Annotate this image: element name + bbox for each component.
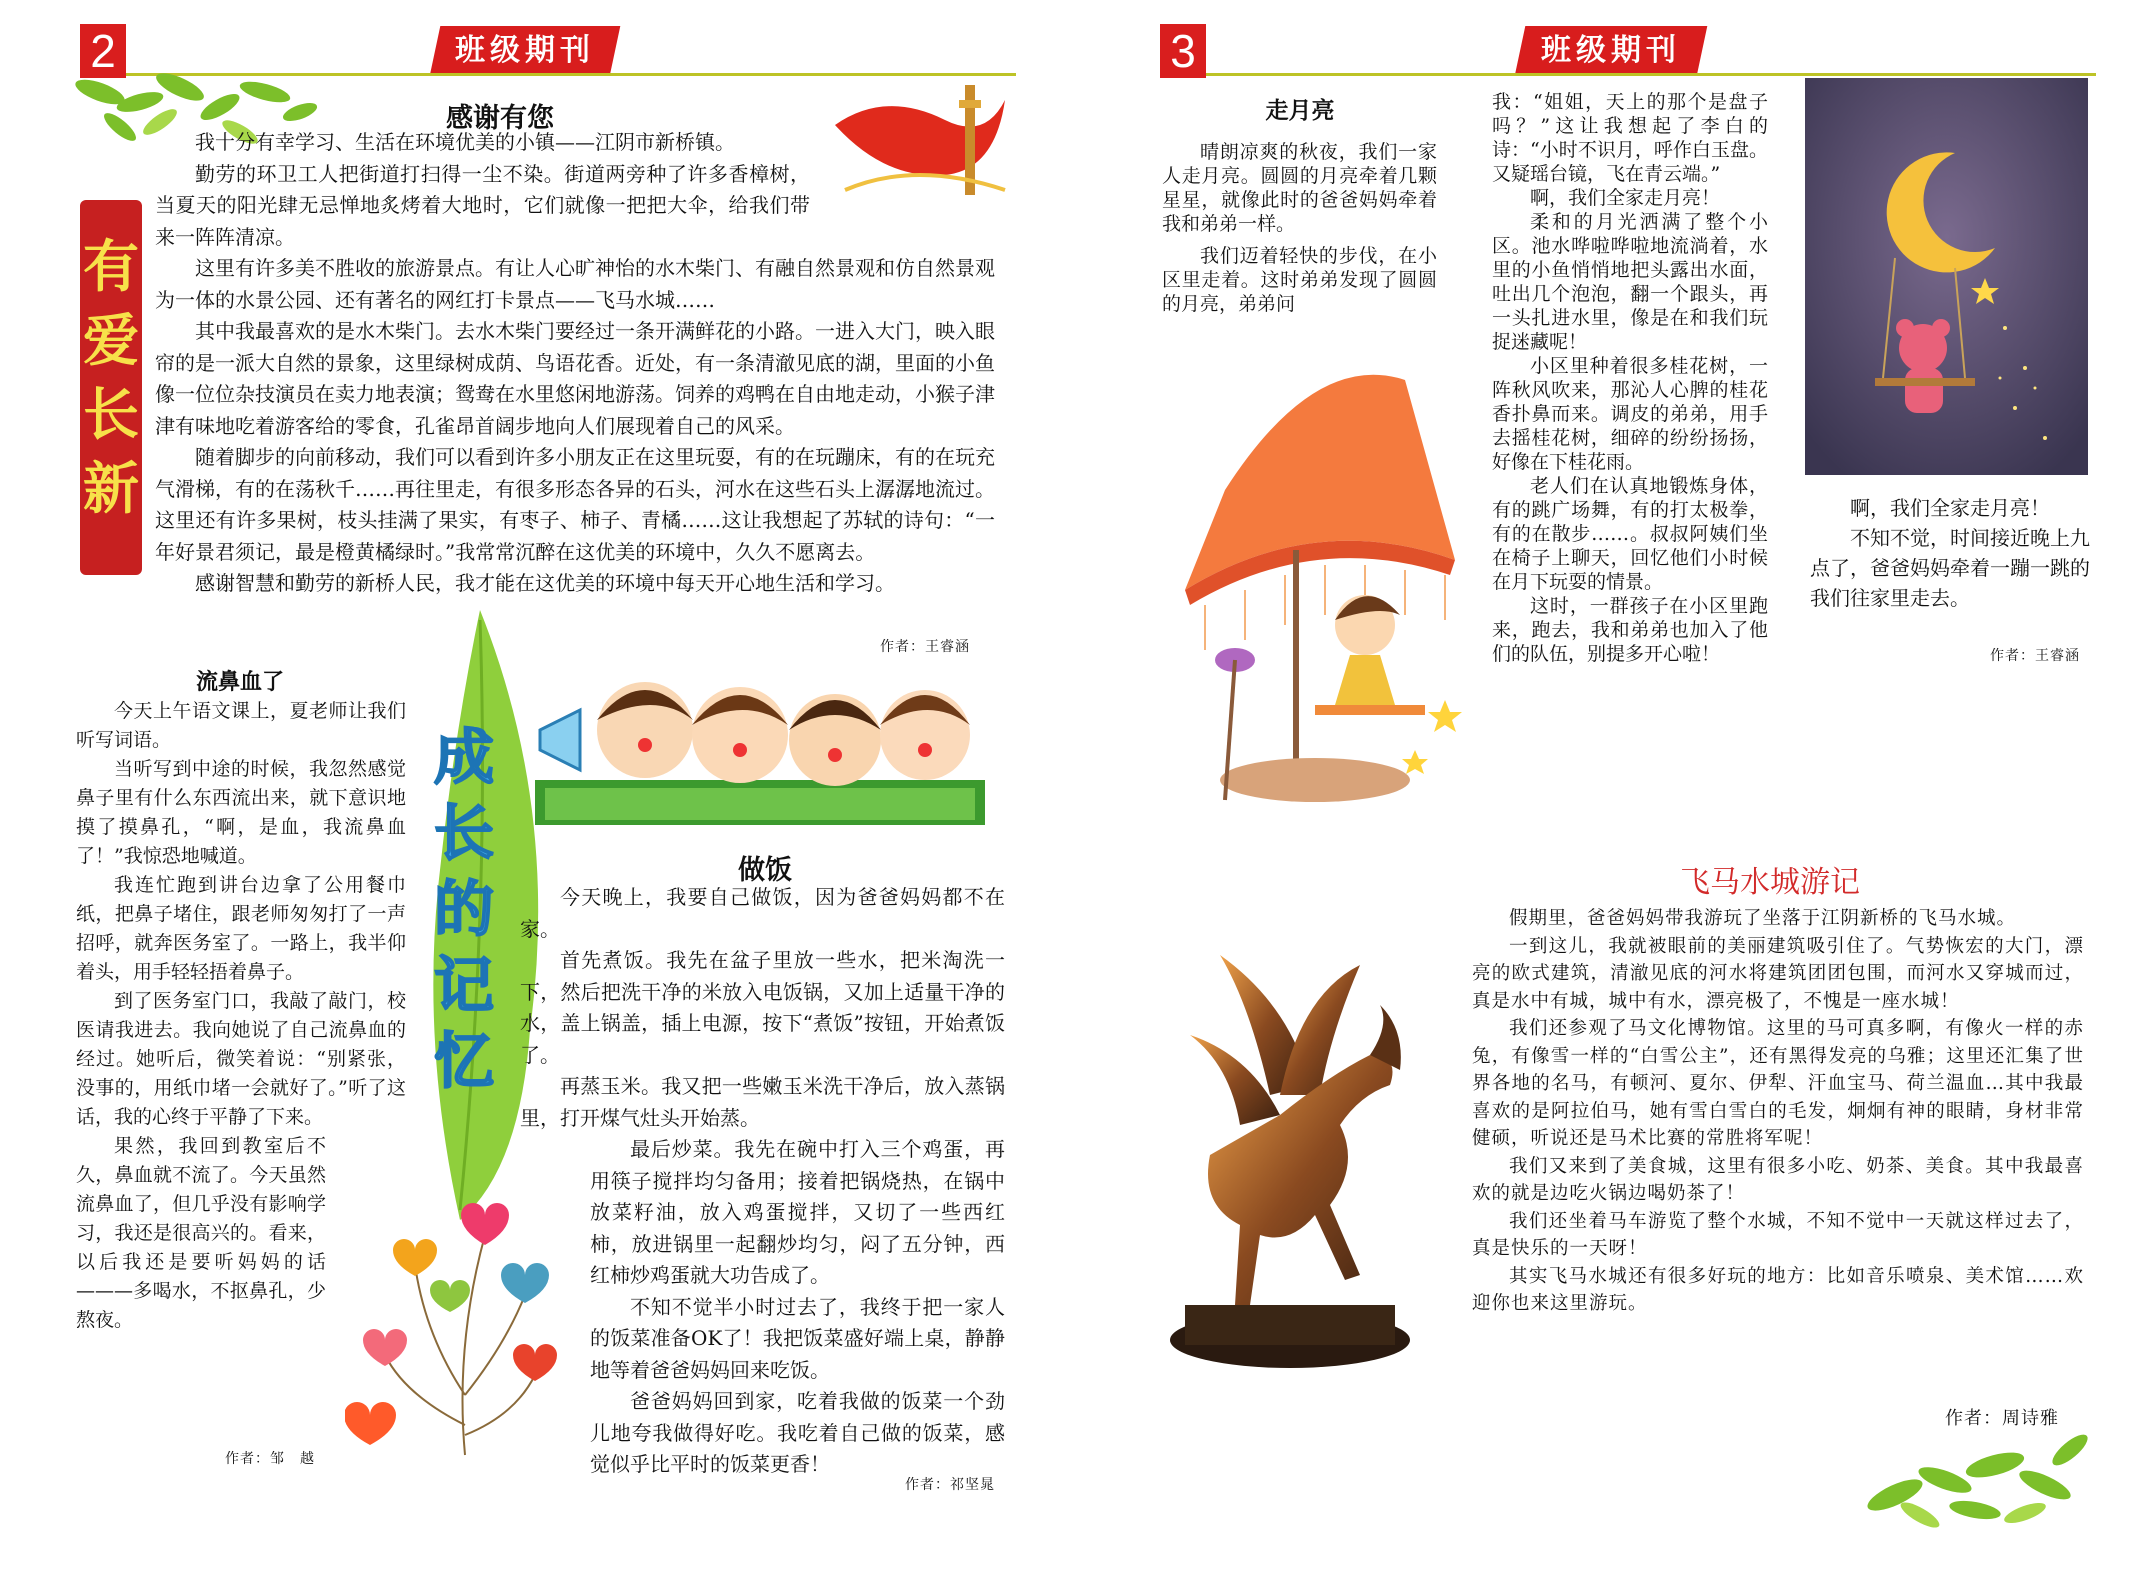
paragraph: 晴朗凉爽的秋夜，我们一家人走月亮。圆圆的月亮牵着几颗星星，就像此时的爸爸妈妈牵着我和弟弟一样。 [1162, 141, 1437, 235]
theme-love-label: 有爱长新 [83, 234, 139, 522]
feima-author: 作者：周诗雅 [1945, 1408, 2059, 1429]
thanks-body [155, 127, 995, 600]
paragraph: 当听写到中途的时候，我忽然感觉鼻子里有什么东西流出来，就下意识地摸了摸鼻孔，“啊，是血，我流鼻血了！”我惊恐地喊道。 [76, 758, 406, 867]
paragraph: 到了医务室门口，我敲了敲门，校医请我进去。我向她说了自己流鼻血的经过。她听后，微笑着说：“别紧张，没事的，用纸巾堵一会就好了。”听了这话，我的心终于平静了下来。 [76, 990, 406, 1128]
feima-title: 飞马水城游记 [1680, 865, 1860, 900]
paragraph: 果然，我回到教室后不久，鼻血就不流了。今天虽然流鼻血了，但几乎没有影响学习，我还是很高兴的。看来，以后我还是要听妈妈的话———多喝水，不抠鼻孔，少熬夜。 [76, 1135, 326, 1331]
paragraph: 我们还坐着马车游览了整个水城，不知不觉中一天就这样过去了，真是快乐的一天呀！ [1472, 1210, 2084, 1259]
paragraph: 我们还参观了马文化博物馆。这里的马可真多啊，有像火一样的赤兔，有像雪一样的“白雪公主”，还有黑得发亮的乌雅；这里还汇集了世界各地的名马，有顿河、夏尔、伊犁、汗血宝马、荷兰温血…其中我最喜欢的是阿拉伯马，她有雪白雪白的毛发，炯炯有神的眼睛，身材非常健硕，听说还是马术比赛的常胜将军呢！ [1472, 1018, 2084, 1149]
paragraph: 今天晚上，我要自己做饭，因为爸爸妈妈都不在家。 [520, 885, 1005, 941]
paragraph: 其实飞马水城还有很多好玩的地方：比如音乐喷泉、美术馆……欢迎你也来这里游玩。 [1472, 1265, 2084, 1314]
paragraph: 首先煮饭。我先在盆子里放一些水，把米淘洗一下，然后把洗干净的米放入电饭锅，又加上适量干净的水，盖上锅盖，插上电源，按下“煮饭”按钮，开始煮饭了。 [520, 948, 1005, 1067]
nosebleed-title: 流鼻血了 [195, 669, 284, 695]
page-number: 3 [1160, 24, 1206, 78]
paragraph: 我十分有幸学习、生活在环境优美的小镇——江阴市新桥镇。 [195, 130, 735, 154]
moon-col2 [1492, 90, 1768, 666]
cooking-body [520, 882, 1005, 1481]
journal-banner: 班级期刊 [1515, 26, 1708, 76]
journal-banner: 班级期刊 [430, 26, 621, 76]
paragraph: 不知不觉，时间接近晚上九点了，爸爸妈妈牵着一蹦一跳的我们往家里走去。 [1810, 526, 2090, 610]
paragraph: 勤劳的环卫工人把街道打扫得一尘不染。街道两旁种了许多香樟树，当夏天的阳光肆无忌惮地炙烤着大地时，它们就像一把把大伞，给我们带来一阵阵清凉。 [155, 161, 810, 249]
theme-memory-label: 成长的记忆 [434, 723, 494, 1097]
paragraph: 老人们在认真地锻炼身体，有的跳广场舞，有的打太极拳，有的在散步……。叔叔阿姨们坐在椅子上聊天，回忆他们小时候在月下玩耍的情景。 [1492, 475, 1768, 593]
lamp-girl-image [1165, 360, 1495, 820]
thanks-title: 感谢有您 [446, 103, 554, 134]
moon-bear-image [1805, 78, 2088, 475]
paragraph: 柔和的月光洒满了整个小区。池水哗啦哗啦地流淌着，水里的小鱼悄悄地把头露出水面，吐出几个泡泡，翻一个跟头，再一头扎进水里，像是在和我们玩捉迷藏呢！ [1492, 211, 1768, 353]
feima-body [1472, 905, 2084, 1318]
paragraph: 其中我最喜欢的是水木柴门。去水木柴门要经过一条开满鲜花的小路。一进入大门，映入眼帘的是一派大自然的景象，这里绿树成荫、鸟语花香。近处，有一条清澈见底的湖，里面的小鱼像一位位杂技演员在卖力地表演；鸳鸯在水里悠闲地游荡。饲养的鸡鸭在自由地走动，小猴子津津有味地吃着游客给的零食，孔雀昂首阔步地向人们展现着自己的风采。 [155, 319, 995, 438]
paragraph: 假期里，爸爸妈妈带我游玩了坐落于江阴新桥的飞马水城。 [1509, 908, 2017, 929]
kids-cartoon-image [535, 660, 985, 825]
paragraph: 再蒸玉米。我又把一些嫩玉米洗干净后，放入蒸锅里，打开煤气灶头开始蒸。 [520, 1074, 1005, 1130]
paragraph: 啊，我们全家走月亮！ [1530, 187, 1721, 209]
paragraph: 这时，一群孩子在小区里跑来，跑去，我和弟弟也加入了他们的队伍，别提多开心啦！ [1492, 595, 1768, 665]
moon-title: 走月亮 [1265, 97, 1335, 124]
paragraph: 我们迈着轻快的步伐，在小区里走着。这时弟弟发现了圆圆的月亮，弟弟问 [1162, 245, 1437, 315]
paragraph: 啊，我们全家走月亮！ [1850, 496, 2050, 520]
moon-author: 作者：王睿涵 [1990, 648, 2080, 664]
paragraph: 感谢智慧和勤劳的新桥人民，我才能在这优美的环境中每天开心地生活和学习。 [195, 571, 895, 595]
pegasus-statue-image [1130, 945, 1450, 1385]
paragraph: 最后炒菜。我先在碗中打入三个鸡蛋，再用筷子搅拌均匀备用；接着把锅烧热，在锅中放菜籽油，放入鸡蛋搅拌，又切了一些西红柿，放进锅里一起翻炒均匀，闷了五分钟，西红柿炒鸡蛋就大功告成了。 [590, 1137, 1005, 1287]
thanks-author: 作者：王睿涵 [880, 639, 970, 655]
cooking-author: 作者：祁坚晁 [905, 1477, 995, 1493]
header-rule [1206, 73, 2096, 76]
paragraph: 小区里种着很多桂花树，一阵秋风吹来，那沁人心脾的桂花香扑鼻而来。调皮的弟弟，用手去摇桂花树，细碎的纷纷扬扬，好像在下桂花雨。 [1492, 355, 1768, 473]
leaves-decoration-icon [1855, 1425, 2095, 1530]
paragraph: 我：“姐姐，天上的那个是盘子吗？”这让我想起了李白的诗：“小时不识月，呼作白玉盘。又疑瑶台镜，飞在青云端。” [1492, 91, 1768, 185]
paragraph: 这里有许多美不胜收的旅游景点。有让人心旷神怡的水木柴门、有融自然景观和仿自然景观为一体的水景公园、还有著名的网红打卡景点——飞马水城…… [155, 256, 995, 312]
hearts-decoration-icon [345, 1195, 570, 1460]
moon-col1 [1162, 140, 1437, 316]
paragraph: 不知不觉半小时过去了，我终于把一家人的饭菜准备OK了！我把饭菜盛好端上桌，静静地等着爸爸妈妈回来吃饭。 [590, 1294, 1005, 1382]
paragraph: 我们又来到了美食城，这里有很多小吃、奶茶、美食。其中我最喜欢的就是边吃火锅边喝奶茶了！ [1472, 1155, 2084, 1204]
paragraph: 我连忙跑到讲台边拿了公用餐巾纸，把鼻子堵住，跟老师匆匆打了一声招呼，就奔医务室了。一路上，我半仰着头，用手轻轻捂着鼻子。 [76, 874, 406, 983]
paragraph: 今天上午语文课上，夏老师让我们听写词语。 [76, 700, 406, 751]
paragraph: 爸爸妈妈回到家，吃着我做的饭菜一个劲儿地夸我做得好吃。我吃着自己做的饭菜，感觉似乎比平时的饭菜更香！ [590, 1389, 1005, 1476]
moon-col3 [1810, 493, 2090, 613]
cooking-title: 做饭 [738, 855, 792, 886]
paragraph: 随着脚步的向前移动，我们可以看到许多小朋友正在这里玩耍，有的在玩蹦床，有的在玩充气滑梯，有的在荡秋千……再往里走，有很多形态各异的石头，河水在这些石头上潺潺地流过。这里还有许多果树，枝头挂满了果实，有枣子、柿子、青橘……这让我想起了苏轼的诗句：“一年好景君须记，最是橙黄橘绿时。”我常常沉醉在这优美的环境中，久久不愿离去。 [155, 445, 995, 564]
page-number: 2 [80, 24, 126, 78]
paragraph: 一到这儿，我就被眼前的美丽建筑吸引住了。气势恢宏的大门，漂亮的欧式建筑，清澈见底的河水将建筑团团包围，而河水又穿城而过，真是水中有城，城中有水，漂亮极了，不愧是一座水城！ [1472, 935, 2084, 1012]
nosebleed-author: 作者：邹 越 [225, 1451, 315, 1467]
